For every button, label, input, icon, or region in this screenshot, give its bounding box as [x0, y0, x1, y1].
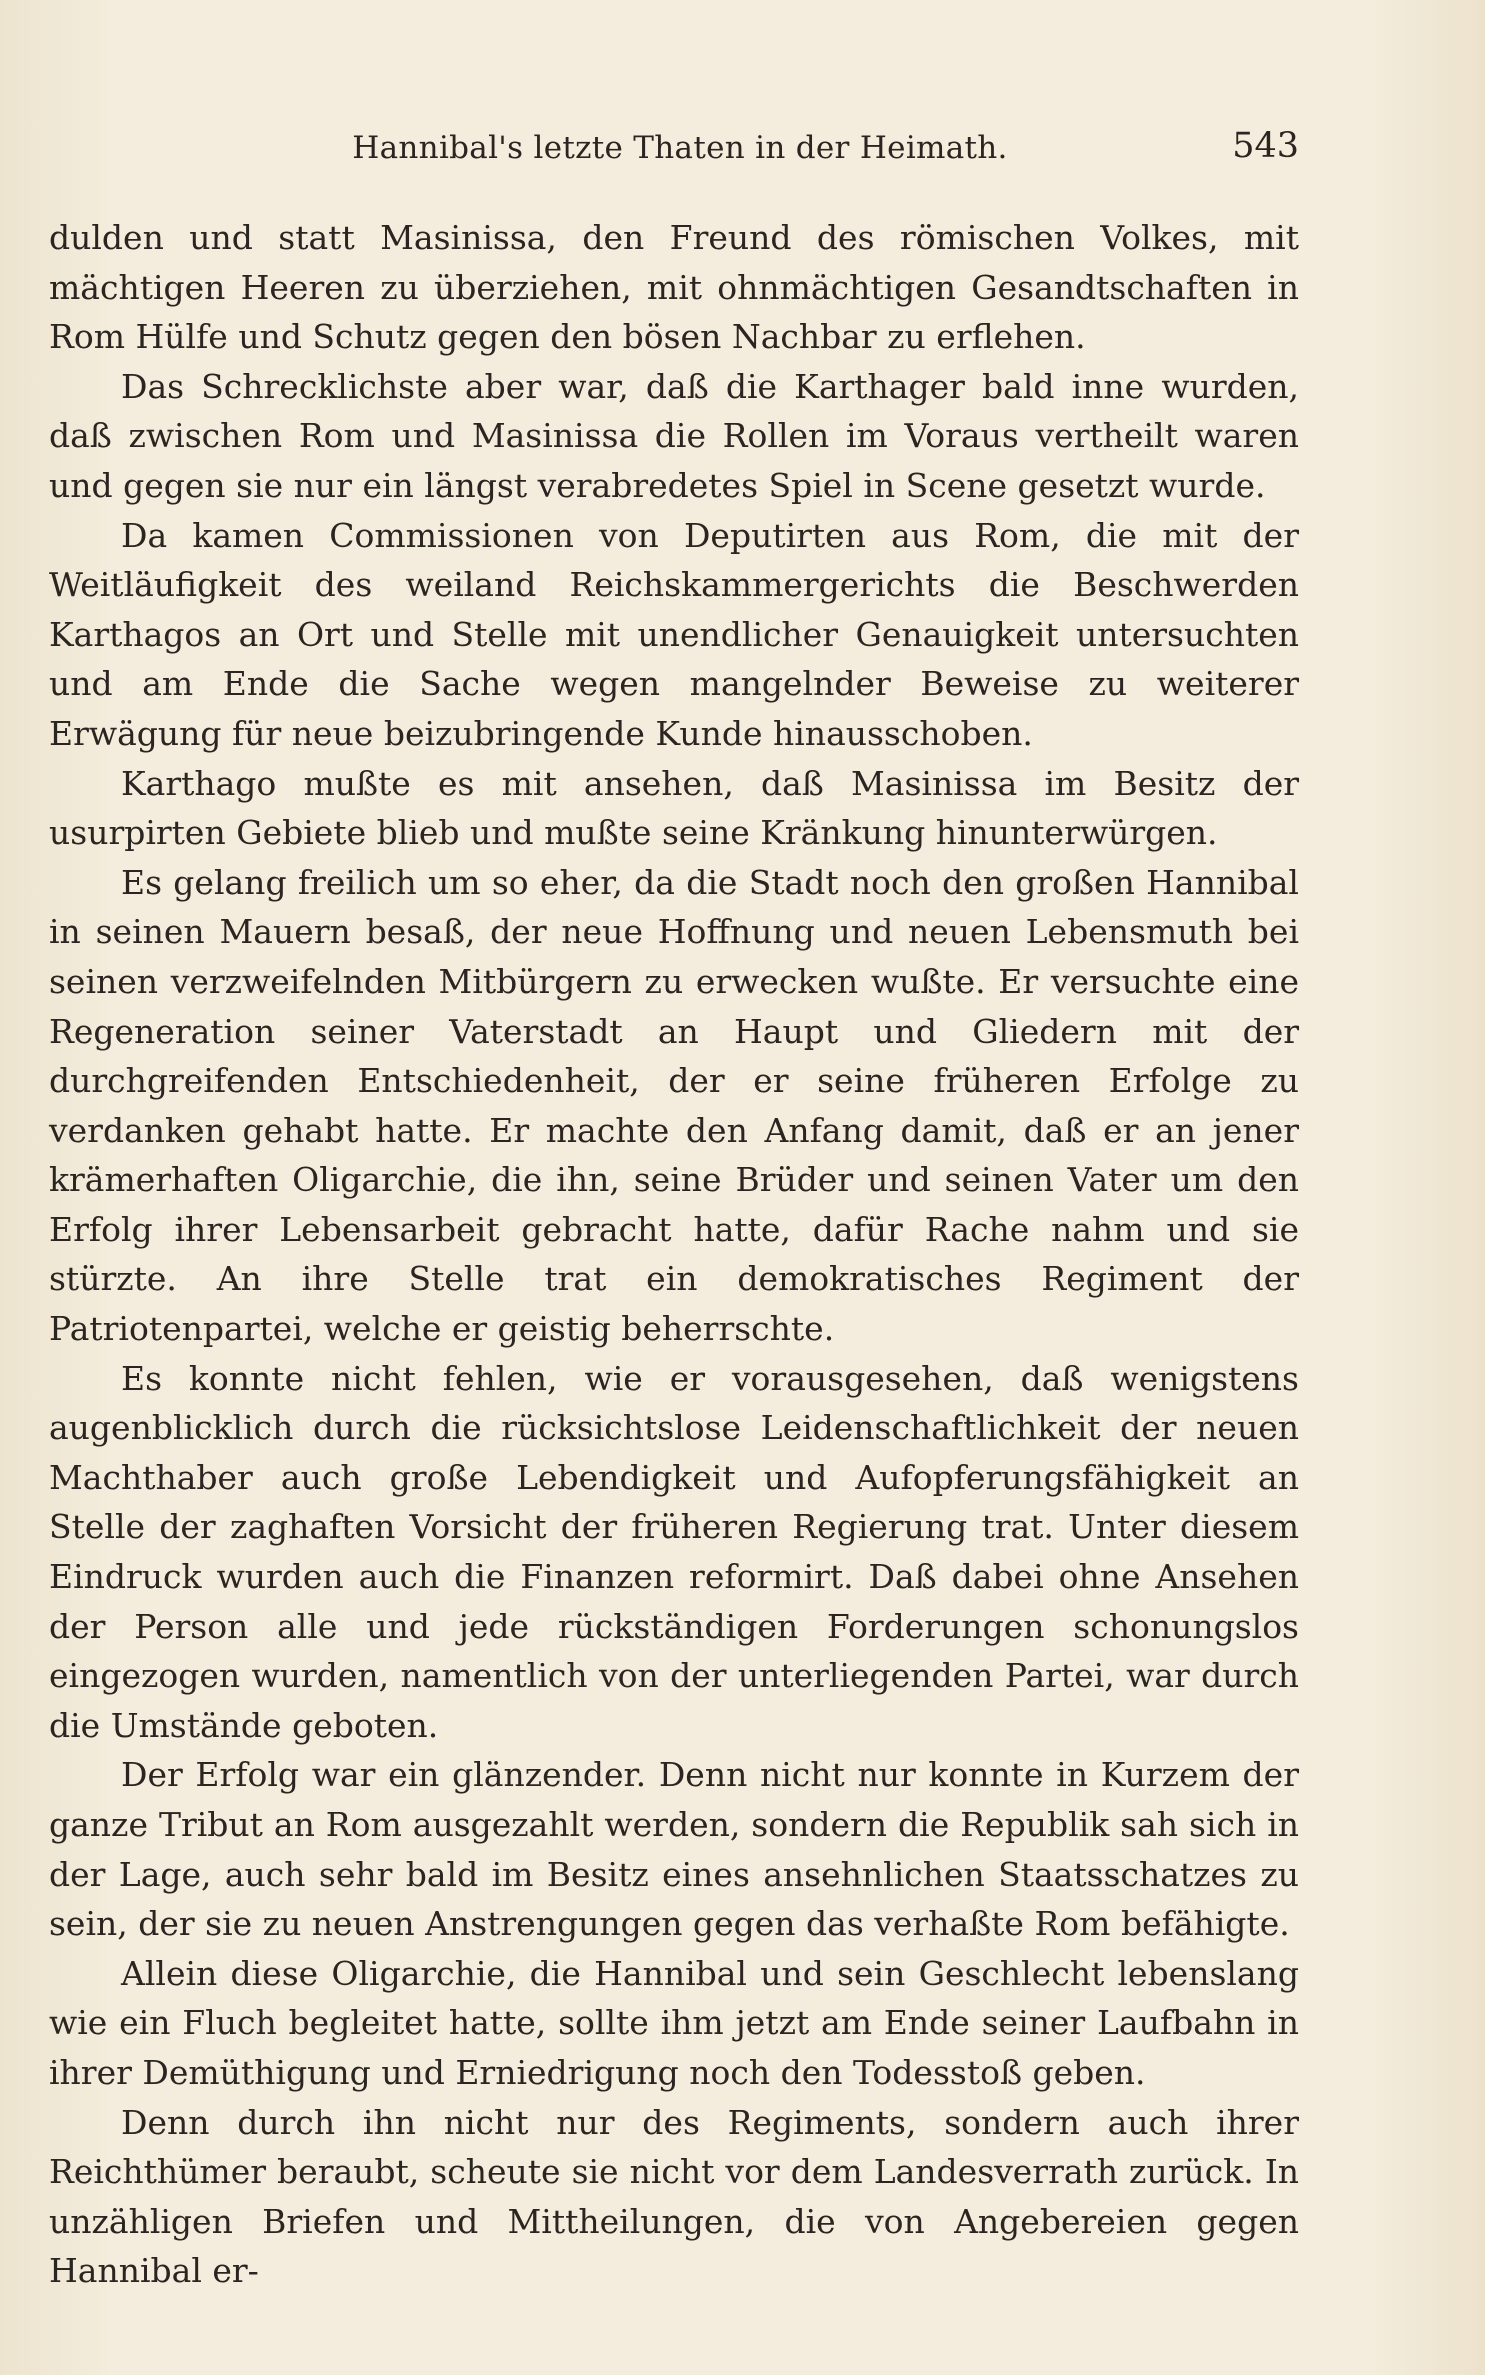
- body-text: [49, 213, 1299, 2296]
- running-header: [0, 126, 1485, 174]
- paragraph: Karthago mußte es mit ansehen, daß Masinissa im Besitz der usurpirten Gebiete blieb und mußte seine Kränkung hinunterwürgen.: [49, 763, 1299, 853]
- paragraph: Es konnte nicht fehlen, wie er vorausgesehen, daß wenigstens augenblicklich durch die rücksichtslose Leidenschaftlichkeit der neuen Machthaber auch große Lebendigkeit und Aufopferungsfähigkeit an Stelle der zaghaften Vorsicht der früheren Regierung trat. Unter diesem Eindruck wurden auch die Finanzen reformirt. Daß dabei ohne Ansehen der Person alle und jede rückständigen Forderungen schonungslos eingezogen wurden, namentlich von der unterliegenden Partei, war durch die Umstände geboten.: [49, 1358, 1299, 1745]
- paragraph: Allein diese Oligarchie, die Hannibal und sein Geschlecht lebenslang wie ein Fluch begleitet hatte, sollte ihm jetzt am Ende seiner Laufbahn in ihrer Demüthigung und Erniedrigung noch den Todesstoß geben.: [49, 1953, 1299, 2092]
- paragraph: Der Erfolg war ein glänzender. Denn nicht nur konnte in Kurzem der ganze Tribut an Rom ausgezahlt werden, sondern die Republik sah sich in der Lage, auch sehr bald im Besitz eines ansehnlichen Staatsschatzes zu sein, der sie zu neuen Anstrengungen gegen das verhaßte Rom befähigte.: [49, 1755, 1299, 1944]
- paragraph: Da kamen Commissionen von Deputirten aus Rom, die mit der Weitläufigkeit des weiland Reichskammergerichts die Beschwerden Karthagos an Ort und Stelle mit unendlicher Genauigkeit untersuchten und am Ende die Sache wegen mangelnder Beweise zu weiterer Erwägung für neue beizubringende Kunde hinausschoben.: [49, 515, 1299, 753]
- paragraph: Das Schrecklichste aber war, daß die Karthager bald inne wurden, daß zwischen Rom und Masinissa die Rollen im Voraus vertheilt waren und gegen sie nur ein längst verabredetes Spiel in Scene gesetzt wurde.: [49, 366, 1299, 505]
- running-title: Hannibal's letzte Thaten in der Heimath.: [352, 130, 1008, 166]
- page-number: 543: [1232, 126, 1299, 166]
- paragraph: dulden und statt Masinissa, den Freund des römischen Volkes, mit mächtigen Heeren zu überziehen, mit ohnmächtigen Gesandtschaften in Rom Hülfe und Schutz gegen den bösen Nachbar zu erflehen.: [49, 218, 1299, 357]
- paragraph: Denn durch ihn nicht nur des Regiments, sondern auch ihrer Reichthümer beraubt, scheute sie nicht vor dem Landesverrath zurück. In unzähligen Briefen und Mittheilungen, die von Angebereien gegen Hannibal er-: [49, 2102, 1299, 2291]
- paragraph: Es gelang freilich um so eher, da die Stadt noch den großen Hannibal in seinen Mauern besaß, der neue Hoffnung und neuen Lebensmuth bei seinen verzweifelnden Mitbürgern zu erwecken wußte. Er versuchte eine Regeneration seiner Vaterstadt an Haupt und Gliedern mit der durchgreifenden Entschiedenheit, der er seine früheren Erfolge zu verdanken gehabt hatte. Er machte den Anfang damit, daß er an jener krämerhaften Oligarchie, die ihn, seine Brüder und seinen Vater um den Erfolg ihrer Lebensarbeit gebracht hatte, dafür Rache nahm und sie stürzte. An ihre Stelle trat ein demokratisches Regiment der Patriotenpartei, welche er geistig beherrschte.: [49, 862, 1299, 1349]
